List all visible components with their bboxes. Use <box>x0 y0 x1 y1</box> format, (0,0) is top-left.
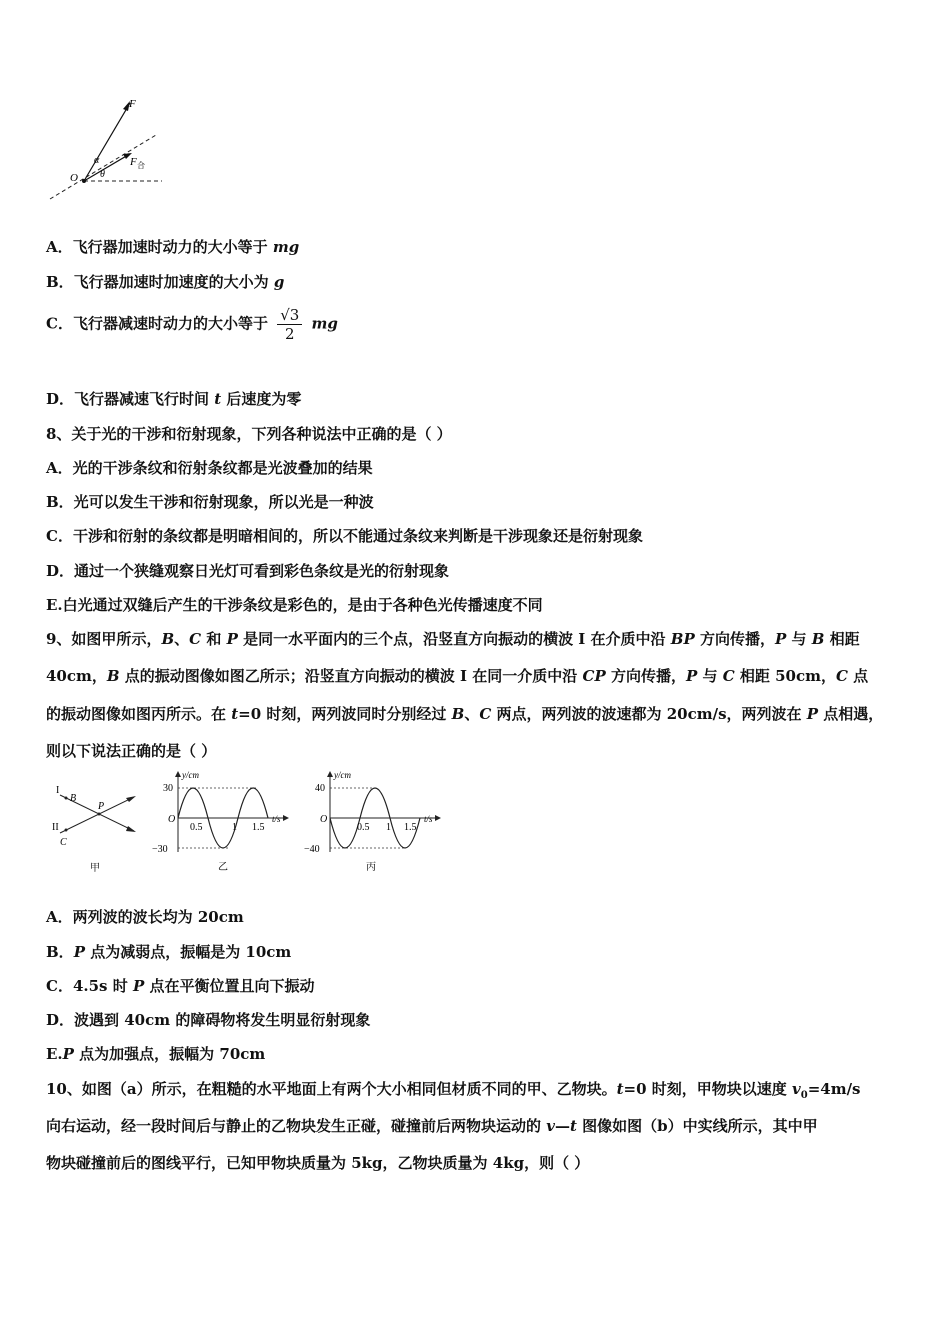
q9-option-a: A．两列波的波长均为 20cm <box>46 908 244 926</box>
q9-option-c: C．4.5s 时 P 点在平衡位置且向下振动 <box>46 977 315 995</box>
label-Fnet-sub: 合 <box>137 161 145 170</box>
x-tick-3: 1.5 <box>252 822 265 833</box>
x-axis-arrowhead <box>435 815 441 821</box>
figure-bing <box>300 768 445 880</box>
x-label: t/s <box>272 814 281 824</box>
caption-jia: 甲 <box>90 863 100 874</box>
q9-stem-line4: 则以下说法正确的是（ ） <box>46 742 217 760</box>
origin-point <box>82 179 86 183</box>
figure-yi <box>148 768 293 880</box>
caption-yi: 乙 <box>218 862 228 873</box>
q10-stem-line2: 向右运动，经一段时间后与静止的乙物块发生正碰，碰撞前后两物块运动的 v—t 图像如图（b）中实线所示，其中甲 <box>46 1117 818 1135</box>
y-tick-bottom: −30 <box>152 844 168 855</box>
origin-label: O <box>320 814 328 825</box>
point-P <box>98 813 101 816</box>
force-F-arrow <box>84 103 130 181</box>
point-C <box>65 829 68 832</box>
origin-label: O <box>168 814 176 825</box>
x-tick-2: 1 <box>386 822 391 833</box>
caption-bing: 丙 <box>366 862 376 873</box>
label-II: II <box>52 822 59 833</box>
q8-stem: 8、关于光的干涉和衍射现象，下列各种说法中正确的是（ ） <box>46 425 452 443</box>
fraction-sqrt3-over-2: $\frac{√3}{2}$ <box>277 306 302 343</box>
q9-stem-line3: 的振动图像如图丙所示。在 t=0 时刻，两列波同时分别经过 B、C 两点，两列波的波速都为 20cm/s，两列波在 P 点相遇， <box>46 705 884 723</box>
label-B: B <box>70 793 77 804</box>
label-alpha: α <box>94 155 100 166</box>
q10-stem-line1: 10、如图（a）所示，在粗糙的水平地面上有两个大小相同但材质不同的甲、乙物块。t=0 时刻，甲物块以速度 $v_0=4m/s$ <box>46 1080 861 1101</box>
q7-option-c: C．飞行器减速时动力的大小等于 $\frac{√3}{2}$ mg <box>46 306 338 343</box>
y-label: y/cm <box>334 770 351 780</box>
point-B <box>65 797 68 800</box>
q9-option-d: D．波遇到 40cm 的障碍物将发生明显衍射现象 <box>46 1011 371 1029</box>
q7-option-b: B．飞行器加速时加速度的大小为 g <box>46 273 285 291</box>
q10-stem-line3: 物块碰撞前后的图线平行，已知甲物块质量为 5kg，乙物块质量为 4kg，则（ ） <box>46 1154 590 1172</box>
q8-option-b: B．光可以发生干涉和衍射现象，所以光是一种波 <box>46 493 374 511</box>
y-label: y/cm <box>182 770 199 780</box>
q9-option-b: B．P 点为减弱点，振幅是为 10cm <box>46 943 292 961</box>
label-F: F <box>129 98 136 110</box>
y-tick-top: 30 <box>163 783 173 794</box>
x-tick-2: 1 <box>232 822 237 833</box>
y-axis-arrowhead <box>327 771 333 777</box>
q9-option-e: E.P 点为加强点，振幅为 70cm <box>46 1045 266 1063</box>
wave-II-arrowhead <box>126 796 136 802</box>
x-label: t/s <box>424 814 433 824</box>
q8-option-a: A．光的干涉条纹和衍射条纹都是光波叠加的结果 <box>46 459 373 477</box>
x-axis-arrowhead <box>283 815 289 821</box>
label-theta: θ <box>100 169 105 180</box>
force-diagram <box>44 95 174 205</box>
q7-option-d: D．飞行器减速飞行时间 t 后速度为零 <box>46 390 302 408</box>
label-Fnet: F <box>130 156 137 168</box>
label-O: O <box>70 172 78 184</box>
wave-I-arrowhead <box>126 826 136 832</box>
x-tick-3: 1.5 <box>404 822 417 833</box>
q8-option-d: D．通过一个狭缝观察日光灯可看到彩色条纹是光的衍射现象 <box>46 562 450 580</box>
force-net-arrow <box>84 155 128 181</box>
q9-stem-line2: 40cm，B 点的振动图像如图乙所示；沿竖直方向振动的横波 I 在同一介质中沿 CP 方向传播，P 与 C 相距 50cm，C 点 <box>46 667 869 685</box>
y-tick-bottom: −40 <box>304 844 320 855</box>
q9-stem-line1: 9、如图甲所示，B、C 和 P 是同一水平面内的三个点，沿竖直方向振动的横波 I 在介质中沿 BP 方向传播，P 与 B 相距 <box>46 630 860 648</box>
q8-option-e: E.白光通过双缝后产生的干涉条纹是彩色的，是由于各种色光传播速度不同 <box>46 596 543 614</box>
q7-option-a: A．飞行器加速时动力的大小等于 mg <box>46 238 300 256</box>
y-tick-top: 40 <box>315 783 325 794</box>
q8-option-c: C．干涉和衍射的条纹都是明暗相间的，所以不能通过条纹来判断是干涉现象还是衍射现象 <box>46 527 643 545</box>
x-tick-1: 0.5 <box>357 822 370 833</box>
x-tick-1: 0.5 <box>190 822 203 833</box>
figure-jia <box>46 775 146 880</box>
label-C: C <box>60 837 67 848</box>
y-axis-arrowhead <box>175 771 181 777</box>
label-I: I <box>56 785 60 796</box>
label-P: P <box>98 801 105 812</box>
